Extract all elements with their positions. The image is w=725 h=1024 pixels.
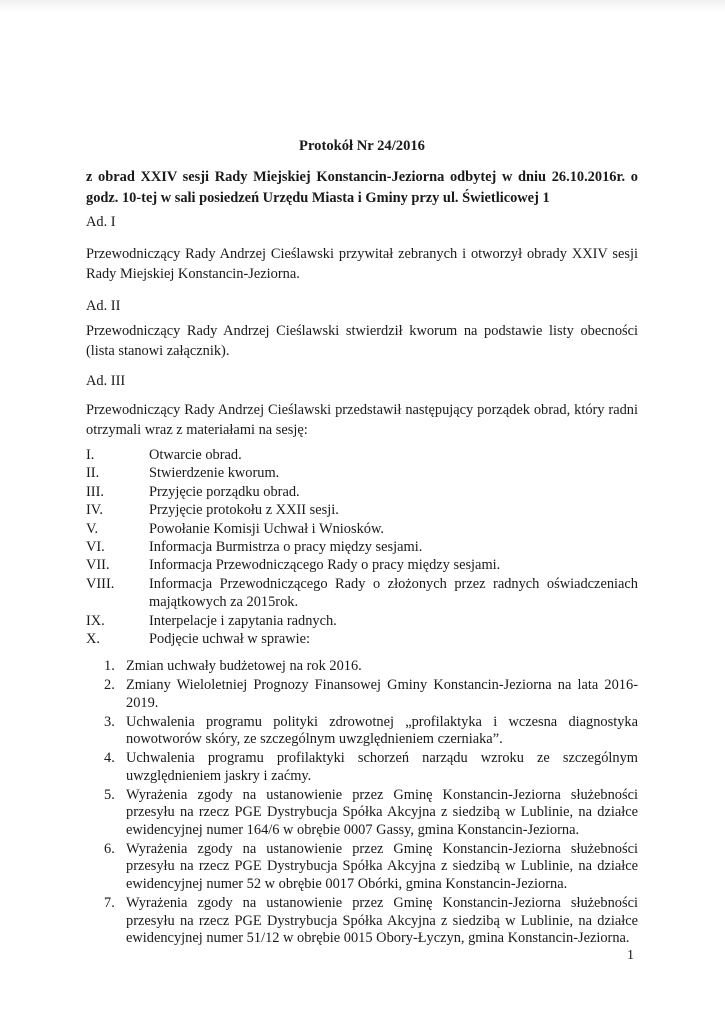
agenda-list <box>86 446 638 648</box>
resolution-item-text: Wyrażenia zgody na ustanowienie przez Gminę Konstancin-Jeziorna służebności przesyłu na rzecz PGE Dystrybucja Spółka Akcyjna z siedzibą w Lublinie, na działce ewidencyjnej numer 164/6 w obrębie 0007 Gassy, gmina Konstancin-Jeziorna. <box>126 786 638 838</box>
document-title: Protokół Nr 24/2016 <box>299 138 425 154</box>
section-paragraph: Przewodniczący Rady Andrzej Cieślawski przedstawił następujący porządek obrad, który radni otrzymali wraz z materiałami na sesję: <box>86 402 638 438</box>
section-heading: Ad. I <box>86 214 116 230</box>
resolution-item-number: 2. <box>104 677 115 694</box>
agenda-item-text: Informacja Przewodniczącego Rady o pracy między sesjami. <box>149 557 501 574</box>
section-heading: Ad. III <box>86 373 126 389</box>
resolution-item <box>104 841 638 894</box>
agenda-item <box>86 556 638 574</box>
agenda-item-text: Podjęcie uchwał w sprawie: <box>149 631 311 648</box>
agenda-item <box>86 501 638 519</box>
resolution-item-number: 3. <box>104 713 115 730</box>
section-paragraph: Przewodniczący Rady Andrzej Cieślawski stwierdził kworum na podstawie listy obecności (lista stanowi załącznik). <box>86 323 638 359</box>
agenda-item <box>86 575 638 612</box>
agenda-item-number: III. <box>86 483 104 500</box>
agenda-item-number: IX. <box>86 612 105 629</box>
agenda-item-text: Powołanie Komisji Uchwał i Wniosków. <box>149 520 385 537</box>
section-paragraph: Przewodniczący Rady Andrzej Cieślawski przywitał zebranych i otworzył obrady XXIV sesji Rady Miejskiej Konstancin-Jeziorna. <box>86 246 638 282</box>
resolution-item-text: Wyrażenia zgody na ustanowienie przez Gminę Konstancin-Jeziorna służebności przesyłu na rzecz PGE Dystrybucja Spółka Akcyjna z siedzibą w Lublinie, na działce ewidencyjnej numer 52 w obrębie 0017 Obórki, gmina Konstancin-Jeziorna. <box>126 840 638 892</box>
agenda-item-text: Przyjęcie protokołu z XXII sesji. <box>149 502 339 519</box>
page-number: 1 <box>627 948 634 963</box>
agenda-item-text: Stwierdzenie kworum. <box>149 465 280 482</box>
agenda-item <box>86 446 638 464</box>
resolution-item-number: 7. <box>104 895 115 912</box>
agenda-item-text: Przyjęcie porządku obrad. <box>149 483 300 500</box>
agenda-item-number: VIII. <box>86 575 115 592</box>
agenda-item-number: IV. <box>86 502 103 519</box>
section-heading: Ad. II <box>86 298 121 314</box>
agenda-item-text: Informacja Burmistrza o pracy między sesjami. <box>149 539 423 556</box>
agenda-item-text: Interpelacje i zapytania radnych. <box>149 612 337 629</box>
agenda-item-number: VI. <box>86 539 105 556</box>
agenda-item <box>86 483 638 501</box>
agenda-item <box>86 538 638 556</box>
resolutions-list <box>104 658 638 949</box>
agenda-item <box>86 520 638 538</box>
resolution-item-text: Wyrażenia zgody na ustanowienie przez Gminę Konstancin-Jeziorna służebności przesyłu na rzecz PGE Dystrybucja Spółka Akcyjna z siedzibą w Lublinie, na działce ewidencyjnej numer 51/12 w obrębie 0015 Obory-Łyczyn, gmina Konstancin-Jeziorna. <box>126 895 638 947</box>
resolution-item-text: Uchwalenia programu profilaktyki schorzeń narządu wzroku ze szczególnym uwzględnieniem jaskry i zaćmy. <box>126 750 638 784</box>
resolution-item-number: 1. <box>104 658 115 674</box>
resolution-item <box>104 895 638 948</box>
agenda-item <box>86 630 638 648</box>
resolution-item-text: Zmiany Wieloletniej Prognozy Finansowej Gminy Konstancin-Jeziorna na lata 2016-2019. <box>126 677 638 711</box>
resolution-item <box>104 714 638 749</box>
resolution-item-text: Uchwalenia programu polityki zdrowotnej „profilaktyka i wczesna diagnostyka nowotworów skóry, ze szczególnym uwzględnieniem czerniaka”. <box>126 713 638 748</box>
agenda-item-number: V. <box>86 520 99 537</box>
resolution-item-text: Zmian uchwały budżetowej na rok 2016. <box>126 658 362 674</box>
resolution-item-number: 6. <box>104 840 115 857</box>
agenda-item <box>86 612 638 630</box>
resolution-item <box>104 677 638 712</box>
resolution-item <box>104 750 638 785</box>
agenda-item-text: Informacja Przewodniczącego Rady o złożonych przez radnych oświadczeniach majątkowych za 2015rok. <box>149 575 638 611</box>
resolution-item-number: 4. <box>104 750 115 767</box>
document-subtitle: z obrad XXIV sesji Rady Miejskiej Konstancin-Jeziorna odbytej w dniu 26.10.2016r. o godz. 10-tej w sali posiedzeń Urzędu Miasta i Gminy przy ul. Świetlicowej 1 <box>86 169 638 206</box>
resolution-item <box>104 787 638 840</box>
agenda-item-text: Otwarcie obrad. <box>149 447 242 463</box>
agenda-item-number: I. <box>86 447 95 463</box>
agenda-item-number: VII. <box>86 557 110 574</box>
agenda-item-number: II. <box>86 465 100 482</box>
resolution-item-number: 5. <box>104 786 115 803</box>
scan-top-shadow <box>0 0 725 12</box>
agenda-item <box>86 464 638 482</box>
agenda-item-number: X. <box>86 631 100 648</box>
resolution-item <box>104 658 638 676</box>
